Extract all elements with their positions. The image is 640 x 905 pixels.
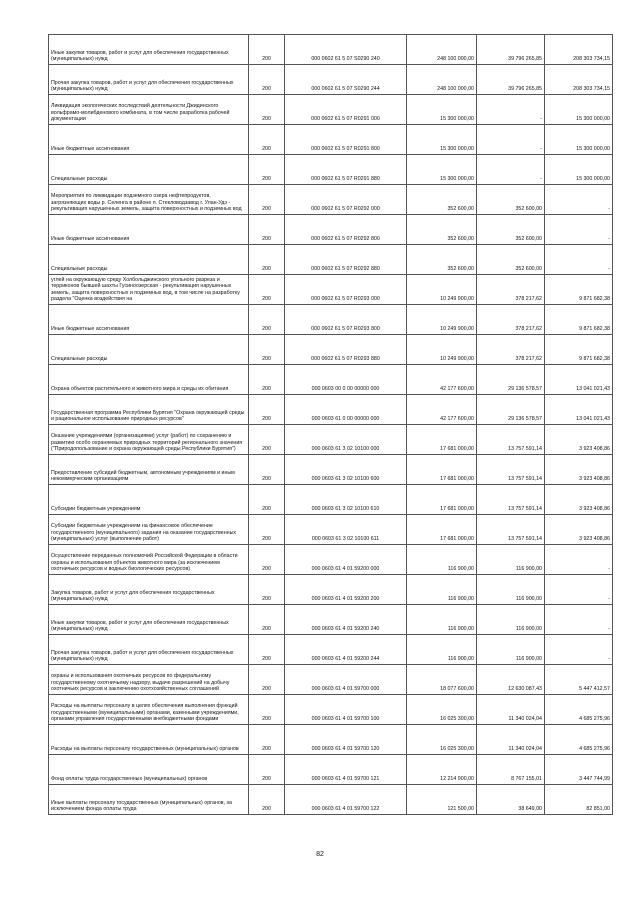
line-code-cell: 200 xyxy=(249,785,285,815)
line-code-cell: 200 xyxy=(249,65,285,95)
budget-classification-code-cell: 000 0602 61 5 07 R0292 880 xyxy=(285,245,407,275)
table-row xyxy=(49,35,613,65)
expense-name-cell: Прочая закупка товаров, работ и услуг для обеспечения государственных (муниципальных) нужд xyxy=(49,635,249,665)
executed-amount-cell: 13 757 591,14 xyxy=(477,425,545,455)
approved-amount-cell: 10 249 900,00 xyxy=(407,305,477,335)
budget-classification-code-cell: 000 0602 61 5 07 S0290 240 xyxy=(285,35,407,65)
line-code-cell: 200 xyxy=(249,35,285,65)
page-number: 82 xyxy=(316,851,324,858)
line-code-cell: 200 xyxy=(249,635,285,665)
remainder-amount-cell: 3 923 408,86 xyxy=(545,425,613,455)
table-row xyxy=(49,65,613,95)
remainder-amount-cell: - xyxy=(545,215,613,245)
remainder-amount-cell: 5 447 412,57 xyxy=(545,665,613,695)
remainder-amount-cell: 13 041 021,43 xyxy=(545,365,613,395)
budget-classification-code-cell: 000 0603 61 4 01 59700 120 xyxy=(285,725,407,755)
table-row xyxy=(49,95,613,125)
line-code-cell: 200 xyxy=(249,125,285,155)
expense-name-cell: Ликвидация экологических последствий деятельности Джидинского вольфрамо-молибденового комбината, в том числе разработка рабочей документации xyxy=(49,95,249,125)
executed-amount-cell: - xyxy=(477,125,545,155)
line-code-cell: 200 xyxy=(249,725,285,755)
expense-name-cell: Иные закупки товаров, работ и услуг для обеспечения государственных (муниципальных) нужд xyxy=(49,35,249,65)
table-row xyxy=(49,785,613,815)
budget-classification-code-cell: 000 0602 61 5 07 R0293 000 xyxy=(285,275,407,305)
expense-name-cell: Предоставление субсидий бюджетным, автономным учреждениям и иным некоммерческим организациям xyxy=(49,455,249,485)
table-row xyxy=(49,425,613,455)
expense-name-cell: Субсидии бюджетным учреждениям на финансовое обеспечение государственного (муниципального) задания на оказание государственных (муниципальных) услуг (выполнение работ) xyxy=(49,515,249,545)
remainder-amount-cell: 9 871 682,38 xyxy=(545,335,613,365)
executed-amount-cell: 378 217,62 xyxy=(477,335,545,365)
table-row xyxy=(49,125,613,155)
remainder-amount-cell: 4 685 275,96 xyxy=(545,695,613,725)
remainder-amount-cell: 3 923 408,86 xyxy=(545,455,613,485)
expense-name-cell: Иные закупки товаров, работ и услуг для обеспечения государственных (муниципальных) нужд xyxy=(49,605,249,635)
budget-classification-code-cell: 000 0602 61 5 07 R0292 800 xyxy=(285,215,407,245)
budget-classification-code-cell: 000 0603 61 3 02 10100 600 xyxy=(285,455,407,485)
executed-amount-cell: 116 900,00 xyxy=(477,635,545,665)
remainder-amount-cell: 9 871 682,38 xyxy=(545,305,613,335)
remainder-amount-cell: 208 303 734,15 xyxy=(545,35,613,65)
line-code-cell: 200 xyxy=(249,575,285,605)
executed-amount-cell: 29 136 578,57 xyxy=(477,395,545,425)
table-row xyxy=(49,365,613,395)
line-code-cell: 200 xyxy=(249,365,285,395)
budget-classification-code-cell: 000 0602 61 5 07 R0291 800 xyxy=(285,125,407,155)
remainder-amount-cell: 3 923 408,86 xyxy=(545,515,613,545)
table-row xyxy=(49,695,613,725)
executed-amount-cell: 38 649,00 xyxy=(477,785,545,815)
expense-name-cell: Охрана объектов растительного и животного мира и среды их обитания xyxy=(49,365,249,395)
expense-name-cell: охраны и использования охотничьих ресурсов по федеральному государственному охотничьему надзору, выдаче разрешений на добычу охотничьих ресурсов и заключению охотхозяйственных соглашений xyxy=(49,665,249,695)
executed-amount-cell: 11 340 024,04 xyxy=(477,725,545,755)
executed-amount-cell: 116 900,00 xyxy=(477,545,545,575)
approved-amount-cell: 12 214 900,00 xyxy=(407,755,477,785)
line-code-cell: 200 xyxy=(249,695,285,725)
budget-classification-code-cell: 000 0603 61 4 01 59700 121 xyxy=(285,755,407,785)
remainder-amount-cell: 15 300 000,00 xyxy=(545,95,613,125)
table-row xyxy=(49,335,613,365)
line-code-cell: 200 xyxy=(249,455,285,485)
remainder-amount-cell: 9 871 682,38 xyxy=(545,275,613,305)
table-row xyxy=(49,275,613,305)
expense-name-cell: Иные бюджетные ассигнования xyxy=(49,215,249,245)
table-row xyxy=(49,305,613,335)
executed-amount-cell: 12 630 087,43 xyxy=(477,665,545,695)
budget-classification-code-cell: 000 0602 61 5 07 S0290 244 xyxy=(285,65,407,95)
budget-execution-table xyxy=(48,34,613,815)
executed-amount-cell: 116 900,00 xyxy=(477,575,545,605)
approved-amount-cell: 121 500,00 xyxy=(407,785,477,815)
line-code-cell: 200 xyxy=(249,545,285,575)
remainder-amount-cell: 13 041 021,43 xyxy=(545,395,613,425)
budget-classification-code-cell: 000 0603 00 0 00 00000 000 xyxy=(285,365,407,395)
expense-name-cell: Оказание учреждениями (организациями) услуг (работ) по сохранению и развитию особо охраняемых природных территорий регионального значения ("Природопользование и охрана окружающей среды Республики Бурятия") xyxy=(49,425,249,455)
budget-classification-code-cell: 000 0602 61 5 07 R0291 000 xyxy=(285,95,407,125)
approved-amount-cell: 18 077 600,00 xyxy=(407,665,477,695)
line-code-cell: 200 xyxy=(249,275,285,305)
budget-classification-code-cell: 000 0603 61 3 02 10100 000 xyxy=(285,425,407,455)
line-code-cell: 200 xyxy=(249,335,285,365)
line-code-cell: 200 xyxy=(249,155,285,185)
table-row xyxy=(49,515,613,545)
approved-amount-cell: 352 600,00 xyxy=(407,215,477,245)
table-row xyxy=(49,455,613,485)
approved-amount-cell: 42 177 600,00 xyxy=(407,365,477,395)
line-code-cell: 200 xyxy=(249,185,285,215)
table-row xyxy=(49,485,613,515)
expense-name-cell: Иные бюджетные ассигнования xyxy=(49,125,249,155)
executed-amount-cell: 8 767 155,01 xyxy=(477,755,545,785)
budget-classification-code-cell: 000 0603 61 3 02 10100 611 xyxy=(285,515,407,545)
remainder-amount-cell: - xyxy=(545,545,613,575)
line-code-cell: 200 xyxy=(249,245,285,275)
approved-amount-cell: 116 900,00 xyxy=(407,575,477,605)
budget-classification-code-cell: 000 0603 61 4 01 59700 000 xyxy=(285,665,407,695)
remainder-amount-cell: 15 300 000,00 xyxy=(545,125,613,155)
table-row xyxy=(49,545,613,575)
approved-amount-cell: 248 100 000,00 xyxy=(407,65,477,95)
remainder-amount-cell: 15 300 000,00 xyxy=(545,155,613,185)
table-row xyxy=(49,575,613,605)
budget-classification-code-cell: 000 0603 61 4 01 59200 000 xyxy=(285,545,407,575)
executed-amount-cell: 116 900,00 xyxy=(477,605,545,635)
table-row xyxy=(49,725,613,755)
approved-amount-cell: 17 681 000,00 xyxy=(407,485,477,515)
expense-name-cell: Расходы на выплаты персоналу государственных (муниципальных) органов xyxy=(49,725,249,755)
remainder-amount-cell: 3 923 408,86 xyxy=(545,485,613,515)
approved-amount-cell: 352 600,00 xyxy=(407,245,477,275)
executed-amount-cell: 378 217,62 xyxy=(477,305,545,335)
remainder-amount-cell: - xyxy=(545,245,613,275)
executed-amount-cell: 11 340 024,04 xyxy=(477,695,545,725)
approved-amount-cell: 10 249 900,00 xyxy=(407,275,477,305)
budget-classification-code-cell: 000 0602 61 5 07 R0291 880 xyxy=(285,155,407,185)
remainder-amount-cell: - xyxy=(545,575,613,605)
budget-classification-code-cell: 000 0603 61 4 01 59700 100 xyxy=(285,695,407,725)
budget-classification-code-cell: 000 0603 61 4 01 59700 122 xyxy=(285,785,407,815)
line-code-cell: 200 xyxy=(249,755,285,785)
approved-amount-cell: 17 681 000,00 xyxy=(407,455,477,485)
table-row xyxy=(49,245,613,275)
line-code-cell: 200 xyxy=(249,95,285,125)
executed-amount-cell: 39 796 265,85 xyxy=(477,65,545,95)
remainder-amount-cell: 82 851,00 xyxy=(545,785,613,815)
budget-classification-code-cell: 000 0603 61 4 01 59200 240 xyxy=(285,605,407,635)
expense-name-cell: Государственная программа Республики Бурятия "Охрана окружающей среды и рациональное использование природных ресурсов" xyxy=(49,395,249,425)
executed-amount-cell: 378 217,62 xyxy=(477,275,545,305)
expense-name-cell: Осуществление переданных полномочий Российской Федерации в области охраны и использования объектов животного мира (за исключением охотничьих ресурсов и водных биологических ресурсов) xyxy=(49,545,249,575)
line-code-cell: 200 xyxy=(249,395,285,425)
table-row xyxy=(49,185,613,215)
approved-amount-cell: 116 900,00 xyxy=(407,545,477,575)
line-code-cell: 200 xyxy=(249,425,285,455)
table-row xyxy=(49,395,613,425)
expense-name-cell: Специальные расходы xyxy=(49,335,249,365)
expense-name-cell: Расходы на выплаты персоналу в целях обеспечения выполнения функций государственными (муниципальными) органами, казенными учреждениями, органами управления государственными внебюджетными фондами xyxy=(49,695,249,725)
approved-amount-cell: 16 025 300,00 xyxy=(407,695,477,725)
budget-classification-code-cell: 000 0602 61 5 07 R0292 000 xyxy=(285,185,407,215)
expense-name-cell: Фонд оплаты труда государственных (муниципальных) органов xyxy=(49,755,249,785)
line-code-cell: 200 xyxy=(249,305,285,335)
approved-amount-cell: 248 100 000,00 xyxy=(407,35,477,65)
expense-name-cell: Закупка товаров, работ и услуг для обеспечения государственных (муниципальных) нужд xyxy=(49,575,249,605)
remainder-amount-cell: 4 685 275,96 xyxy=(545,725,613,755)
executed-amount-cell: 39 796 265,85 xyxy=(477,35,545,65)
line-code-cell: 200 xyxy=(249,515,285,545)
line-code-cell: 200 xyxy=(249,485,285,515)
approved-amount-cell: 17 681 000,00 xyxy=(407,425,477,455)
executed-amount-cell: 352 600,00 xyxy=(477,245,545,275)
budget-classification-code-cell: 000 0603 61 4 01 59200 200 xyxy=(285,575,407,605)
approved-amount-cell: 17 681 000,00 xyxy=(407,515,477,545)
approved-amount-cell: 352 600,00 xyxy=(407,185,477,215)
executed-amount-cell: 13 757 591,14 xyxy=(477,455,545,485)
table-row xyxy=(49,755,613,785)
remainder-amount-cell: - xyxy=(545,185,613,215)
budget-classification-code-cell: 000 0602 61 5 07 R0293 800 xyxy=(285,305,407,335)
executed-amount-cell: - xyxy=(477,155,545,185)
approved-amount-cell: 42 177 600,00 xyxy=(407,395,477,425)
approved-amount-cell: 116 900,00 xyxy=(407,635,477,665)
expense-name-cell: Специальные расходы xyxy=(49,245,249,275)
table-row xyxy=(49,635,613,665)
budget-classification-code-cell: 000 0603 61 4 01 59200 244 xyxy=(285,635,407,665)
expense-name-cell: Иные бюджетные ассигнования xyxy=(49,305,249,335)
table-row xyxy=(49,215,613,245)
approved-amount-cell: 16 025 300,00 xyxy=(407,725,477,755)
table-row xyxy=(49,605,613,635)
approved-amount-cell: 10 249 900,00 xyxy=(407,335,477,365)
expense-name-cell: Прочая закупка товаров, работ и услуг для обеспечения государственных (муниципальных) нужд xyxy=(49,65,249,95)
approved-amount-cell: 15 300 000,00 xyxy=(407,95,477,125)
remainder-amount-cell: 3 447 744,99 xyxy=(545,755,613,785)
budget-classification-code-cell: 000 0602 61 5 07 R0293 880 xyxy=(285,335,407,365)
approved-amount-cell: 15 300 000,00 xyxy=(407,125,477,155)
budget-classification-code-cell: 000 0603 61 3 02 10100 610 xyxy=(285,485,407,515)
executed-amount-cell: 13 757 591,14 xyxy=(477,485,545,515)
expense-name-cell: углей на окружающую среду Холбольджинского угольного разреза и терриконов бывшей шахты Гусиноозерская - рекультивация нарушенных земель, защита поверхностных и подземных вод, в том числе на разработку раздела "Оценка воздействия на xyxy=(49,275,249,305)
line-code-cell: 200 xyxy=(249,665,285,695)
line-code-cell: 200 xyxy=(249,215,285,245)
remainder-amount-cell: 208 303 734,15 xyxy=(545,65,613,95)
expense-name-cell: Специальные расходы xyxy=(49,155,249,185)
executed-amount-cell: 13 757 591,14 xyxy=(477,515,545,545)
approved-amount-cell: 116 900,00 xyxy=(407,605,477,635)
remainder-amount-cell: - xyxy=(545,605,613,635)
executed-amount-cell: 29 136 578,57 xyxy=(477,365,545,395)
approved-amount-cell: 15 300 000,00 xyxy=(407,155,477,185)
expense-name-cell: Субсидии бюджетным учреждениям xyxy=(49,485,249,515)
line-code-cell: 200 xyxy=(249,605,285,635)
expense-name-cell: Мероприятия по ликвидации подземного озера нефтепродуктов, загрязняющих воды р. Селенга в районе п. Стекловодзавод г. Улан-Удэ - рекультивация нарушенных земель, защита поверхностных и подземных вод xyxy=(49,185,249,215)
table-row xyxy=(49,155,613,185)
table-row xyxy=(49,665,613,695)
executed-amount-cell: 352 600,00 xyxy=(477,215,545,245)
executed-amount-cell: 352 600,00 xyxy=(477,185,545,215)
executed-amount-cell: - xyxy=(477,95,545,125)
expense-name-cell: Иные выплаты персоналу государственных (муниципальных) органов, за исключением фонда оплаты труда xyxy=(49,785,249,815)
budget-classification-code-cell: 000 0603 61 0 00 00000 000 xyxy=(285,395,407,425)
remainder-amount-cell: - xyxy=(545,635,613,665)
